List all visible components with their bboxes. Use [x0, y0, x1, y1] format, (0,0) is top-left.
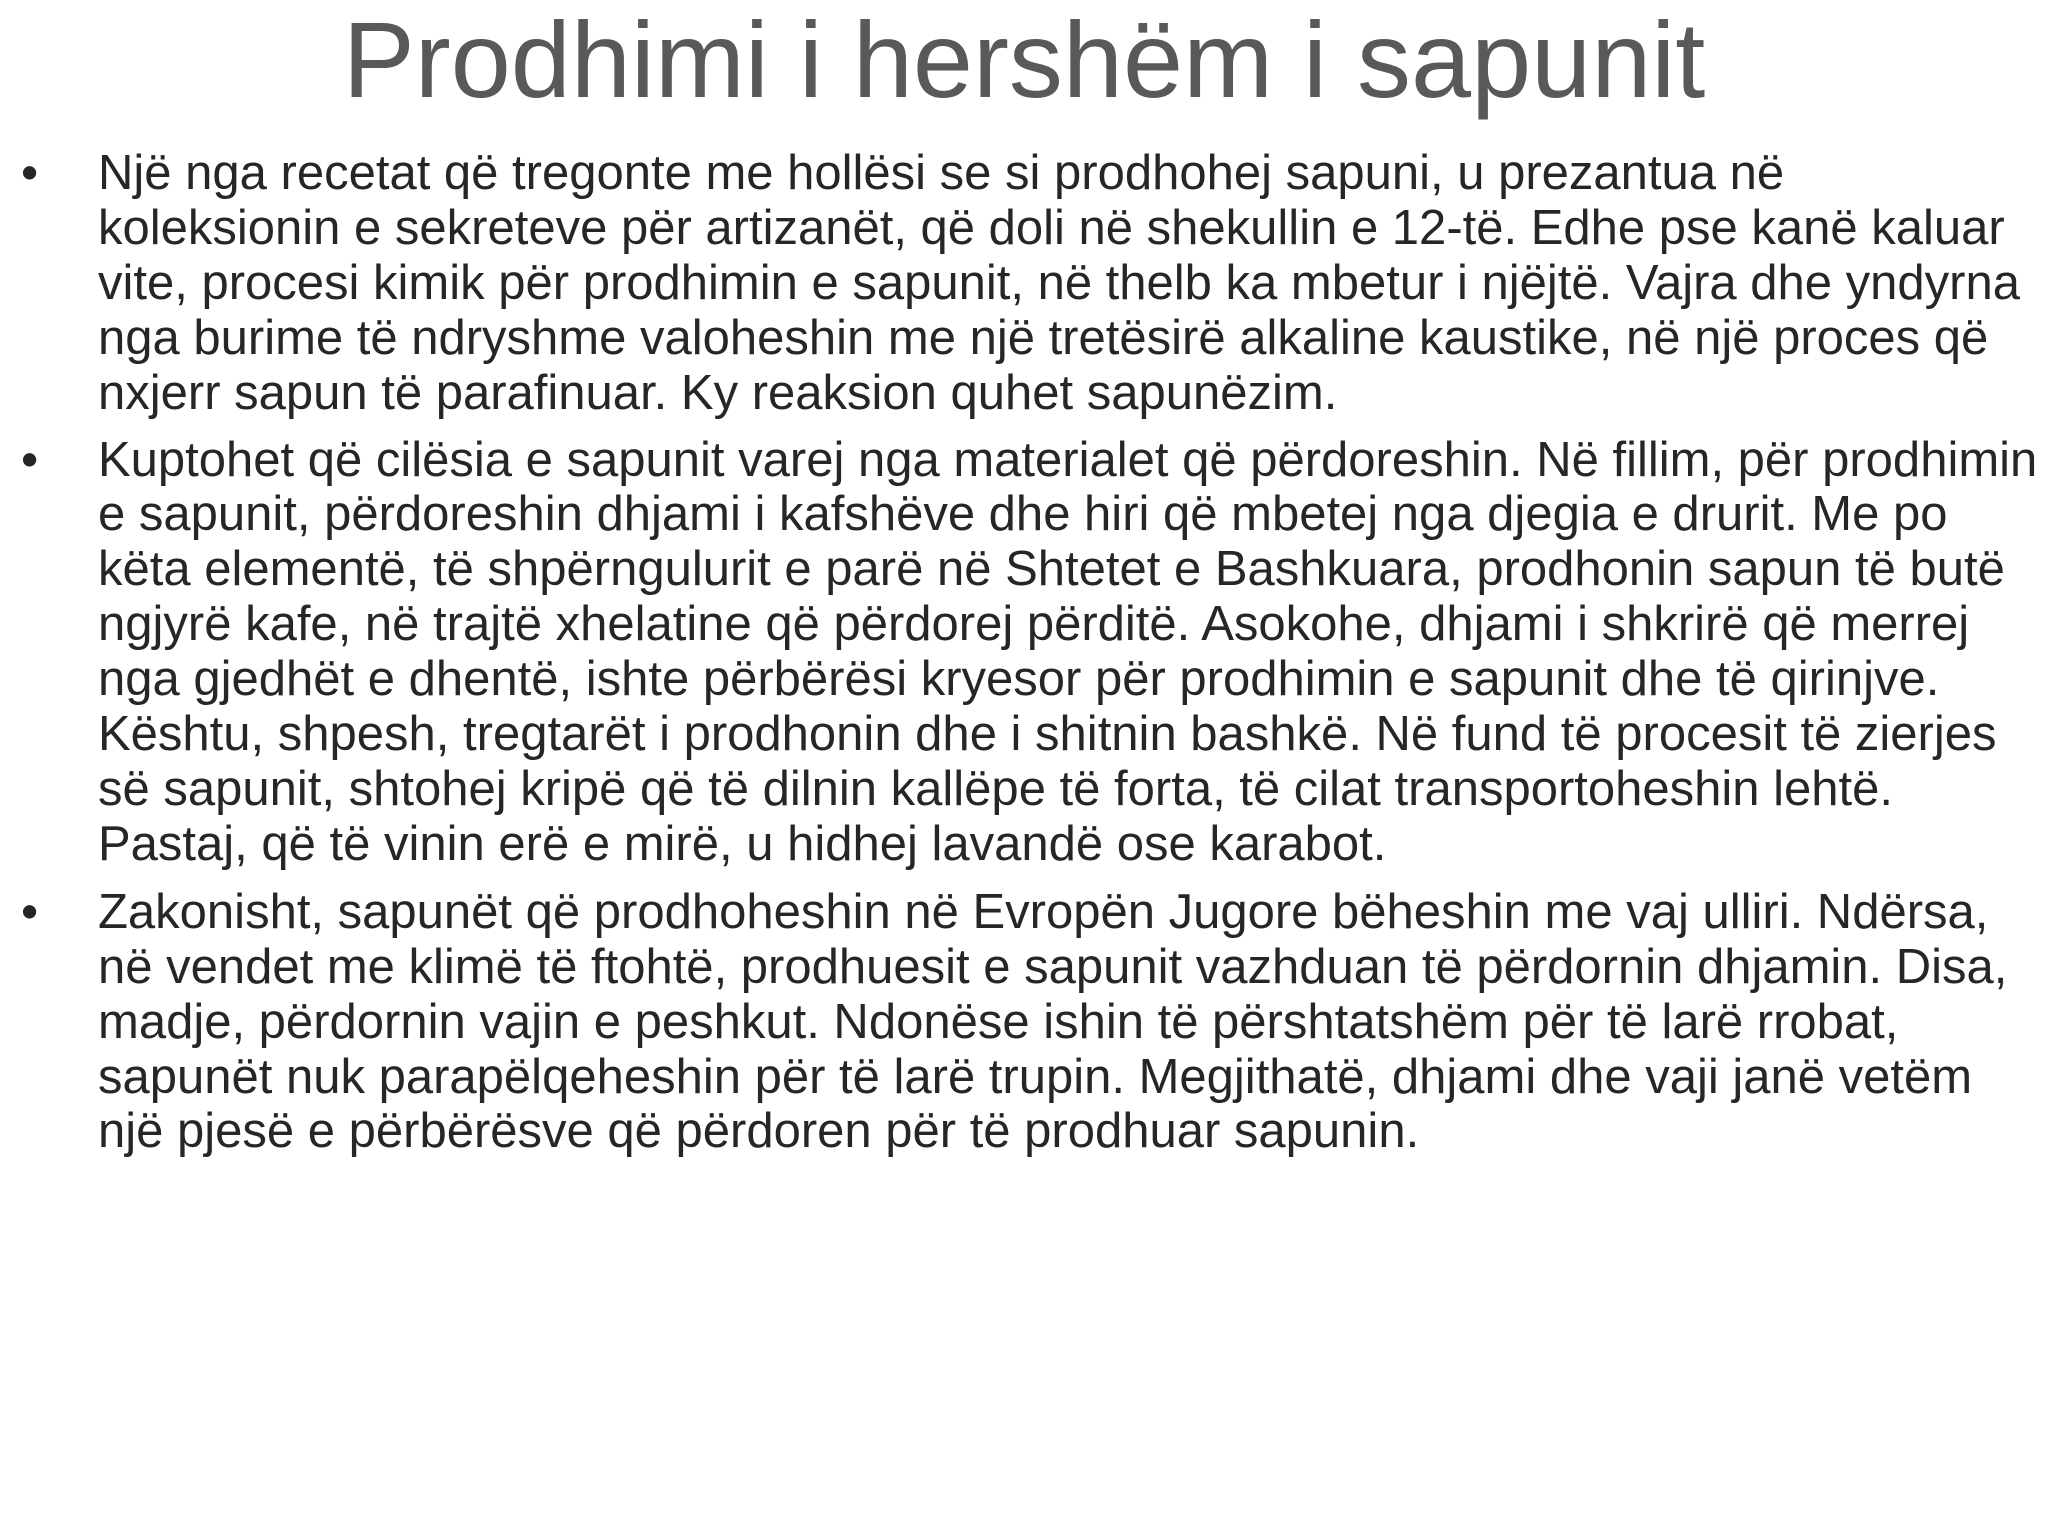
bullet-list [0, 146, 2048, 1171]
bullet-text: Një nga recetat që tregonte me hollësi se si prodhohej sapuni, u prezantua në koleksionin e sekreteve për artizanët, që doli në shekullin e 12-të. Edhe pse kanë kaluar vite, procesi kimik për prodhimin e sapunit, në thelb ka mbetur i njëjtë. Vajra dhe yndyrna nga burime të ndryshme valoheshin me një tretësirë alkaline kaustike, në një proces që nxjerr sapun të parafinuar. Ky reaksion quhet sapunëzim. [98, 146, 2020, 420]
bullet-text: Kuptohet që cilësia e sapunit varej nga materialet që përdoreshin. Në fillim, për prodhimin e sapunit, përdoreshin dhjami i kafshëve dhe hiri që mbetej nga djegia e drurit. Me po këta elementë, të shpërngulurit e parë në Shtetet e Bashkuara, prodhonin sapun të butë ngjyrë kafe, në trajtë xhelatine që përdorej përditë. Asokohe, dhjami i shkrirë që merrej nga gjedhët e dhentë, ishte përbërësi kryesor për prodhimin e sapunit dhe të qirinjve. Kështu, shpesh, tregtarët i prodhonin dhe i shitnin bashkë. Në fund të procesit të zierjes së sapunit, shtohej kripë që të dilnin kallëpe të forta, të cilat transportoheshin lehtë. Pastaj, që të vinin erë e mirë, u hidhej lavandë ose karabot. [98, 432, 2038, 871]
bullet-dot-icon: • [21, 432, 39, 487]
bullet-item [0, 146, 2038, 421]
bullet-item [0, 885, 2038, 1160]
slide-title: Prodhimi i hershëm i sapunit [342, 0, 1706, 120]
bullet-dot-icon: • [21, 146, 39, 200]
bullet-text: Zakonisht, sapunët që prodhoheshin në Evropën Jugore bëheshin me vaj ulliri. Ndërsa, në vendet me klimë të ftohtë, prodhuesit e sapunit vazhduan të përdornin dhjamin. Disa, madje, përdornin vajin e peshkut. Ndonëse ishin të përshtatshëm për të larë rrobat, sapunët nuk parapëlqeheshin për të larë trupin. Megjithatë, dhjami dhe vaji janë vetëm një pjesë e përbërësve që përdoren për të prodhuar sapunin. [98, 884, 2008, 1159]
bullet-dot-icon: • [21, 884, 39, 939]
bullet-item [0, 433, 2038, 872]
